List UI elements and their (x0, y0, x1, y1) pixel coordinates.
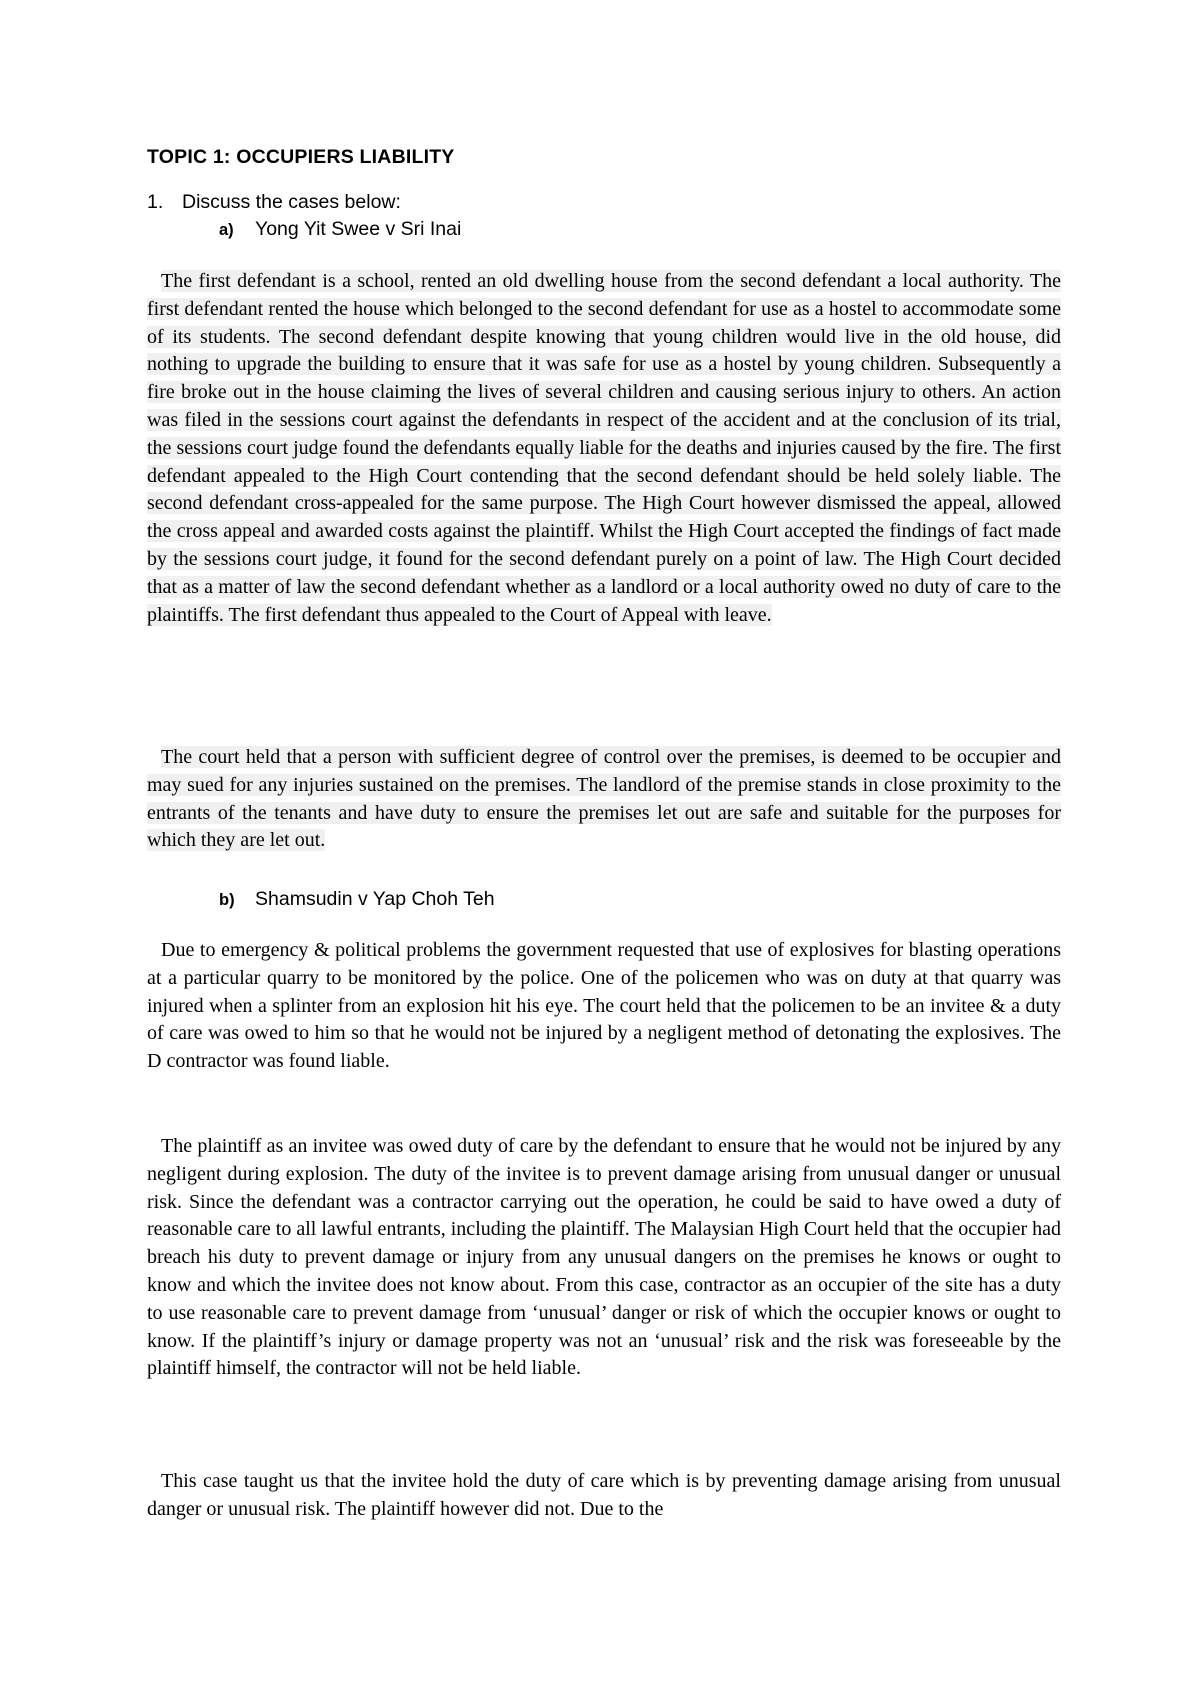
page-title: TOPIC 1: OCCUPIERS LIABILITY (147, 146, 455, 168)
question-number: 1. (147, 191, 164, 213)
case-name: Yong Yit Swee v Sri Inai (255, 218, 462, 240)
paragraph-case-b-facts (147, 937, 1061, 1076)
case-heading-a (219, 218, 461, 241)
paragraph-text: The plaintiff as an invitee was owed duty of care by the defendant to ensure that he would not be injured by any negligent during explosion. The duty of the invitee is to prevent damage arising from unusual danger or unusual risk. Since the defendant was a contractor carrying out the operation, he could be said to have owed a duty of reasonable care to all lawful entrants, including the plaintiff. The Malaysian High Court held that the occupier had breach his duty to prevent damage or injury from any unusual dangers on the premises he knows or ought to know and which the invitee does not know about. From this case, contractor as an occupier of the site has a duty to use reasonable care to prevent damage from ‘unusual’ danger or risk of which the occupier knows or ought to know. If the plaintiff’s injury or damage property was not an ‘unusual’ risk and the risk was foreseeable by the plaintiff himself, the contractor will not be held liable. (147, 1135, 1061, 1380)
paragraph-case-a-facts (147, 268, 1061, 629)
case-letter: a) (219, 221, 234, 239)
case-name: Shamsudin v Yap Choh Teh (255, 888, 495, 910)
paragraph-text: This case taught us that the invitee hold the duty of care which is by preventing damage arising from unusual danger or unusual risk. The plaintiff however did not. Due to the (147, 1470, 1061, 1520)
paragraph-case-a-held (147, 744, 1061, 855)
question-text: Discuss the cases below: (182, 191, 401, 213)
case-heading-b (219, 888, 495, 911)
case-letter: b) (219, 891, 235, 909)
paragraph-text: The court held that a person with sufficient degree of control over the premises, is deemed to be occupier and may sued for any injuries sustained on the premises. The landlord of the premise stands in close proximity to the entrants of the tenants and have duty to ensure the premises let out are safe and suitable for the purposes for which they are let out. (147, 746, 1061, 852)
paragraph-text: Due to emergency & political problems the government requested that use of explosives for blasting operations at a particular quarry to be monitored by the police. One of the policemen who was on duty at that quarry was injured when a splinter from an explosion hit his eye. The court held that the policemen to be an invitee & a duty of care was owed to him so that he would not be injured by a negligent method of detonating the explosives. The D contractor was found liable. (147, 939, 1061, 1073)
paragraph-case-b-lesson (147, 1468, 1061, 1524)
paragraph-case-b-held (147, 1133, 1061, 1383)
question-line (147, 191, 401, 214)
paragraph-text: The first defendant is a school, rented an old dwelling house from the second defendant a local authority. The first defendant rented the house which belonged to the second defendant for use as a hostel to accommodate some of its students. The second defendant despite knowing that young children would live in the old house, did nothing to upgrade the building to ensure that it was safe for use as a hostel by young children. Subsequently a fire broke out in the house claiming the lives of several children and causing serious injury to others. An action was filed in the sessions court against the defendants in respect of the accident and at the conclusion of its trial, the sessions court judge found the defendants equally liable for the deaths and injuries caused by the fire. The first defendant appealed to the High Court contending that the second defendant should be held solely liable. The second defendant cross-appealed for the same purpose. The High Court however dismissed the appeal, allowed the cross appeal and awarded costs against the plaintiff. Whilst the High Court accepted the findings of fact made by the sessions court judge, it found for the second defendant purely on a point of law. The High Court decided that as a matter of law the second defendant whether as a landlord or a local authority owed no duty of care to the plaintiffs. The first defendant thus appealed to the Court of Appeal with leave. (147, 270, 1061, 626)
